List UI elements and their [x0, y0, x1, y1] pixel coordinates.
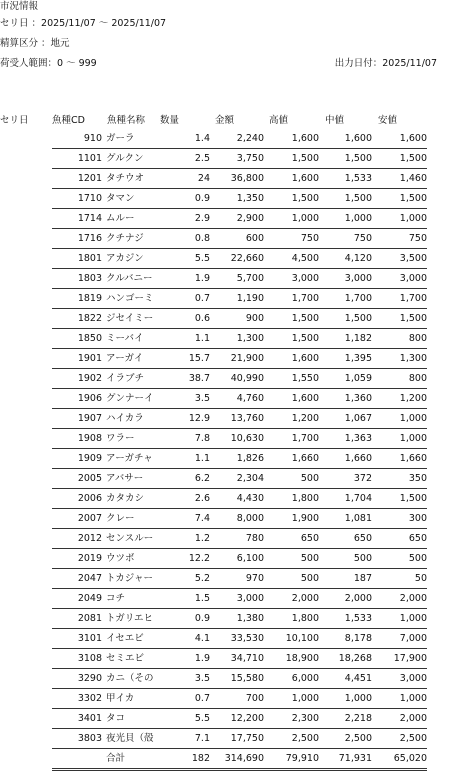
report-title: 市況情報 [0, 1, 39, 12]
fish-name-cell: カタカシ [106, 493, 145, 504]
quantity-cell: 3.5 [194, 673, 210, 684]
low-price-cell: 750 [408, 233, 427, 244]
high-price-cell: 750 [300, 233, 319, 244]
high-price-cell: 1,660 [291, 453, 319, 464]
high-price-cell: 1,000 [291, 213, 319, 224]
low-price-cell: 650 [408, 533, 427, 544]
low-price-cell: 2,000 [399, 593, 427, 604]
amount-cell: 1,826 [236, 453, 264, 464]
amount-cell: 6,100 [236, 553, 264, 564]
fish-name-cell: ムルー [106, 213, 135, 224]
table-row [52, 129, 427, 149]
high-price-cell: 2,300 [291, 713, 319, 724]
table-row [52, 249, 427, 269]
high-price-cell: 2,000 [291, 593, 319, 604]
fish-code-cell: 3803 [77, 733, 102, 744]
fish-code-cell: 2012 [77, 533, 102, 544]
fish-code-cell: 1101 [77, 153, 102, 164]
fish-name-cell: ジセイミー [106, 313, 154, 324]
table-row [52, 309, 427, 329]
fish-name-cell: クルバニー [106, 273, 153, 284]
table-row [52, 369, 427, 389]
table-row [52, 449, 427, 469]
amount-cell: 2,900 [236, 213, 264, 224]
mid-price-cell: 4,120 [344, 253, 372, 264]
header-fish-name: 魚種名称 [107, 115, 146, 126]
amount-cell: 1,380 [236, 613, 264, 624]
table-row [52, 549, 427, 569]
total-label: 合計 [106, 753, 126, 764]
mid-price-cell: 1,500 [344, 193, 372, 204]
fish-code-cell: 2005 [77, 473, 102, 484]
high-price-cell: 1,600 [291, 133, 319, 144]
amount-cell: 34,710 [230, 653, 264, 664]
mid-price-cell: 4,451 [344, 673, 372, 684]
header-seri-date: セリ日 [0, 115, 29, 126]
table-row [52, 669, 427, 689]
high-price-cell: 6,000 [291, 673, 319, 684]
total-mid: 71,931 [338, 753, 372, 764]
fish-code-cell: 1901 [77, 353, 102, 364]
fish-name-cell: トガリエヒ [106, 613, 154, 624]
fish-code-cell: 2006 [77, 493, 102, 504]
fish-code-cell: 2047 [77, 573, 102, 584]
low-price-cell: 17,900 [393, 653, 427, 664]
fish-name-cell: アーガチャ [106, 453, 153, 464]
amount-cell: 2,240 [236, 133, 264, 144]
high-price-cell: 1,700 [291, 433, 319, 444]
fish-code-cell: 3108 [77, 653, 102, 664]
mid-price-cell: 1,704 [344, 493, 372, 504]
quantity-cell: 1.1 [194, 453, 210, 464]
amount-cell: 5,700 [236, 273, 264, 284]
mid-price-cell: 1,081 [344, 513, 372, 524]
low-price-cell: 300 [408, 513, 427, 524]
quantity-cell: 2.9 [194, 213, 210, 224]
quantity-cell: 7.4 [194, 513, 210, 524]
table-row [52, 329, 427, 349]
fish-name-cell: コチ [106, 593, 126, 604]
low-price-cell: 1,500 [399, 313, 427, 324]
fish-code-cell: 1906 [77, 393, 102, 404]
fish-code-cell: 2007 [77, 513, 102, 524]
table-row [52, 409, 427, 429]
total-high: 79,910 [285, 753, 319, 764]
low-price-cell: 1,300 [399, 353, 427, 364]
header-fish-code: 魚種CD [52, 115, 85, 126]
quantity-cell: 4.1 [194, 633, 210, 644]
fish-code-cell: 910 [83, 133, 102, 144]
fish-name-cell: アーガイ [106, 353, 144, 364]
low-price-cell: 3,000 [399, 673, 427, 684]
amount-cell: 970 [245, 573, 264, 584]
amount-cell: 900 [245, 313, 264, 324]
mid-price-cell: 750 [353, 233, 372, 244]
low-price-cell: 1,500 [399, 193, 427, 204]
table-row [52, 289, 427, 309]
total-row [52, 749, 427, 771]
table-row [52, 729, 427, 749]
high-price-cell: 500 [300, 553, 319, 564]
high-price-cell: 1,800 [291, 613, 319, 624]
quantity-cell: 2.5 [194, 153, 210, 164]
low-price-cell: 7,000 [399, 633, 427, 644]
quantity-cell: 6.2 [194, 473, 210, 484]
low-price-cell: 3,500 [399, 253, 427, 264]
low-price-cell: 1,660 [399, 453, 427, 464]
mid-price-cell: 2,218 [344, 713, 372, 724]
low-price-cell: 1,000 [399, 693, 427, 704]
low-price-cell: 1,000 [399, 213, 427, 224]
fish-name-cell: センスルー [106, 533, 154, 544]
buyer-range: 荷受人範囲：0 ～ 999 [0, 58, 97, 69]
amount-cell: 36,800 [230, 173, 264, 184]
fish-code-cell: 3290 [77, 673, 102, 684]
low-price-cell: 1,500 [399, 153, 427, 164]
quantity-cell: 12.2 [188, 553, 210, 564]
header-mid-price: 中値 [325, 115, 345, 126]
fish-name-cell: カニ（その [106, 673, 154, 684]
low-price-cell: 500 [408, 553, 427, 564]
mid-price-cell: 1,000 [344, 693, 372, 704]
mid-price-cell: 650 [353, 533, 372, 544]
table-row [52, 169, 427, 189]
quantity-cell: 38.7 [188, 373, 210, 384]
high-price-cell: 500 [300, 573, 319, 584]
mid-price-cell: 1,067 [344, 413, 372, 424]
fish-name-cell: ワラー [106, 433, 135, 444]
low-price-cell: 3,000 [399, 273, 427, 284]
table-row [52, 489, 427, 509]
mid-price-cell: 1,395 [344, 353, 372, 364]
fish-name-cell: タチウオ [106, 173, 145, 184]
settlement-category: 精算区分 ：地元 [0, 38, 70, 49]
low-price-cell: 1,460 [399, 173, 427, 184]
fish-name-cell: タコ [106, 713, 126, 724]
mid-price-cell: 1,500 [344, 313, 372, 324]
table-row [52, 709, 427, 729]
high-price-cell: 1,800 [291, 493, 319, 504]
high-price-cell: 1,700 [291, 293, 319, 304]
print-date: 出力日付：2025/11/07 [334, 58, 437, 69]
high-price-cell: 10,100 [285, 633, 319, 644]
high-price-cell: 500 [300, 473, 319, 484]
quantity-cell: 15.7 [188, 353, 210, 364]
fish-name-cell: 甲イカ [106, 693, 135, 704]
fish-code-cell: 2049 [77, 593, 102, 604]
table-row [52, 429, 427, 449]
fish-name-cell: ハイカラ [106, 413, 144, 424]
amount-cell: 3,000 [236, 593, 264, 604]
high-price-cell: 1,500 [291, 193, 319, 204]
quantity-cell: 7.1 [194, 733, 210, 744]
mid-price-cell: 8,178 [344, 633, 372, 644]
table-row [52, 589, 427, 609]
high-price-cell: 1,500 [291, 153, 319, 164]
market-table [52, 129, 427, 771]
fish-code-cell: 1819 [77, 293, 102, 304]
mid-price-cell: 1,059 [344, 373, 372, 384]
fish-code-cell: 3401 [77, 713, 102, 724]
table-row [52, 149, 427, 169]
mid-price-cell: 2,500 [344, 733, 372, 744]
quantity-cell: 0.8 [194, 233, 210, 244]
quantity-cell: 5.2 [194, 573, 210, 584]
high-price-cell: 4,500 [291, 253, 319, 264]
high-price-cell: 2,500 [291, 733, 319, 744]
amount-cell: 3,750 [236, 153, 264, 164]
table-row [52, 509, 427, 529]
table-row [52, 469, 427, 489]
table-row [52, 229, 427, 249]
high-price-cell: 1,600 [291, 173, 319, 184]
table-row [52, 569, 427, 589]
amount-cell: 4,760 [236, 393, 264, 404]
quantity-cell: 0.9 [194, 613, 210, 624]
quantity-cell: 1.9 [194, 653, 210, 664]
quantity-cell: 0.9 [194, 193, 210, 204]
header-low-price: 安値 [378, 115, 398, 126]
quantity-cell: 7.8 [194, 433, 210, 444]
mid-price-cell: 1,182 [344, 333, 372, 344]
fish-code-cell: 1201 [77, 173, 102, 184]
fish-code-cell: 1902 [77, 373, 102, 384]
fish-name-cell: クレー [106, 513, 135, 524]
fish-name-cell: クチナジ [106, 233, 144, 244]
fish-code-cell: 1908 [77, 433, 102, 444]
table-row [52, 189, 427, 209]
high-price-cell: 1,200 [291, 413, 319, 424]
quantity-cell: 5.5 [194, 253, 210, 264]
amount-cell: 21,900 [230, 353, 264, 364]
mid-price-cell: 500 [353, 553, 372, 564]
fish-code-cell: 1710 [77, 193, 102, 204]
amount-cell: 22,660 [230, 253, 264, 264]
mid-price-cell: 187 [353, 573, 372, 584]
mid-price-cell: 1,533 [344, 173, 372, 184]
table-row [52, 529, 427, 549]
quantity-cell: 0.7 [194, 293, 210, 304]
high-price-cell: 1,600 [291, 353, 319, 364]
fish-name-cell: グンナーイ [106, 393, 154, 404]
table-row [52, 629, 427, 649]
fish-code-cell: 1716 [77, 233, 102, 244]
fish-name-cell: トカジャー [106, 573, 154, 584]
fish-name-cell: イラブチ [106, 373, 145, 384]
header-amount: 金額 [215, 115, 235, 126]
low-price-cell: 1,000 [399, 613, 427, 624]
fish-name-cell: 夜光貝（殻 [106, 733, 154, 744]
high-price-cell: 18,900 [285, 653, 319, 664]
low-price-cell: 1,600 [399, 133, 427, 144]
low-price-cell: 800 [408, 373, 427, 384]
total-quantity: 182 [191, 753, 210, 764]
fish-code-cell: 1850 [77, 333, 102, 344]
fish-name-cell: アバサー [106, 473, 144, 484]
high-price-cell: 1,500 [291, 313, 319, 324]
amount-cell: 600 [245, 233, 264, 244]
quantity-cell: 24 [197, 173, 210, 184]
fish-name-cell: タマン [106, 193, 135, 204]
fish-name-cell: セミエビ [106, 653, 145, 664]
table-row [52, 389, 427, 409]
amount-cell: 17,750 [230, 733, 264, 744]
fish-name-cell: ガーラ [106, 133, 135, 144]
quantity-cell: 2.6 [194, 493, 210, 504]
low-price-cell: 50 [414, 573, 427, 584]
fish-name-cell: ハンゴーミ [106, 293, 154, 304]
quantity-cell: 0.6 [194, 313, 210, 324]
high-price-cell: 1,000 [291, 693, 319, 704]
high-price-cell: 1,600 [291, 393, 319, 404]
amount-cell: 13,760 [230, 413, 264, 424]
fish-code-cell: 2019 [77, 553, 102, 564]
fish-code-cell: 1803 [77, 273, 102, 284]
mid-price-cell: 2,000 [344, 593, 372, 604]
amount-cell: 1,300 [236, 333, 264, 344]
header-quantity: 数量 [160, 115, 180, 126]
table-row [52, 649, 427, 669]
low-price-cell: 1,000 [399, 413, 427, 424]
amount-cell: 700 [245, 693, 264, 704]
low-price-cell: 1,700 [399, 293, 427, 304]
table-row [52, 609, 427, 629]
fish-code-cell: 1907 [77, 413, 102, 424]
mid-price-cell: 372 [353, 473, 372, 484]
amount-cell: 10,630 [230, 433, 264, 444]
fish-name-cell: ウツボ [106, 553, 135, 564]
amount-cell: 15,580 [230, 673, 264, 684]
mid-price-cell: 1,000 [344, 213, 372, 224]
quantity-cell: 1.5 [194, 593, 210, 604]
high-price-cell: 3,000 [291, 273, 319, 284]
quantity-cell: 1.1 [194, 333, 210, 344]
amount-cell: 1,190 [236, 293, 264, 304]
table-row [52, 689, 427, 709]
fish-name-cell: グルクン [106, 153, 144, 164]
fish-name-cell: アカジン [106, 253, 144, 264]
mid-price-cell: 1,700 [344, 293, 372, 304]
amount-cell: 33,530 [230, 633, 264, 644]
fish-code-cell: 1909 [77, 453, 102, 464]
mid-price-cell: 1,660 [344, 453, 372, 464]
total-amount: 314,690 [224, 753, 264, 764]
high-price-cell: 1,550 [291, 373, 319, 384]
total-low: 65,020 [393, 753, 427, 764]
low-price-cell: 2,500 [399, 733, 427, 744]
mid-price-cell: 1,533 [344, 613, 372, 624]
mid-price-cell: 1,500 [344, 153, 372, 164]
mid-price-cell: 1,360 [344, 393, 372, 404]
quantity-cell: 0.7 [194, 693, 210, 704]
low-price-cell: 2,000 [399, 713, 427, 724]
high-price-cell: 1,900 [291, 513, 319, 524]
quantity-cell: 5.5 [194, 713, 210, 724]
amount-cell: 2,304 [236, 473, 264, 484]
low-price-cell: 1,200 [399, 393, 427, 404]
low-price-cell: 800 [408, 333, 427, 344]
amount-cell: 780 [245, 533, 264, 544]
quantity-cell: 12.9 [188, 413, 210, 424]
amount-cell: 8,000 [236, 513, 264, 524]
low-price-cell: 1,000 [399, 433, 427, 444]
fish-code-cell: 1801 [77, 253, 102, 264]
amount-cell: 1,350 [236, 193, 264, 204]
fish-code-cell: 3302 [77, 693, 102, 704]
low-price-cell: 1,500 [399, 493, 427, 504]
table-row [52, 209, 427, 229]
fish-code-cell: 1822 [77, 313, 102, 324]
mid-price-cell: 1,600 [344, 133, 372, 144]
mid-price-cell: 1,363 [344, 433, 372, 444]
fish-name-cell: ミーバイ [106, 333, 144, 344]
quantity-cell: 3.5 [194, 393, 210, 404]
mid-price-cell: 3,000 [344, 273, 372, 284]
amount-cell: 40,990 [230, 373, 264, 384]
table-row [52, 349, 427, 369]
quantity-cell: 1.2 [194, 533, 210, 544]
fish-code-cell: 2081 [77, 613, 102, 624]
header-high-price: 高値 [269, 115, 289, 126]
fish-code-cell: 1714 [77, 213, 102, 224]
seri-date-range: セリ日 ：2025/11/07 ～ 2025/11/07 [0, 18, 167, 29]
high-price-cell: 650 [300, 533, 319, 544]
fish-code-cell: 3101 [77, 633, 102, 644]
low-price-cell: 350 [408, 473, 427, 484]
amount-cell: 12,200 [230, 713, 264, 724]
amount-cell: 4,430 [236, 493, 264, 504]
quantity-cell: 1.4 [194, 133, 210, 144]
fish-name-cell: イセエビ [106, 633, 144, 644]
table-row [52, 269, 427, 289]
quantity-cell: 1.9 [194, 273, 210, 284]
high-price-cell: 1,500 [291, 333, 319, 344]
mid-price-cell: 18,268 [338, 653, 372, 664]
